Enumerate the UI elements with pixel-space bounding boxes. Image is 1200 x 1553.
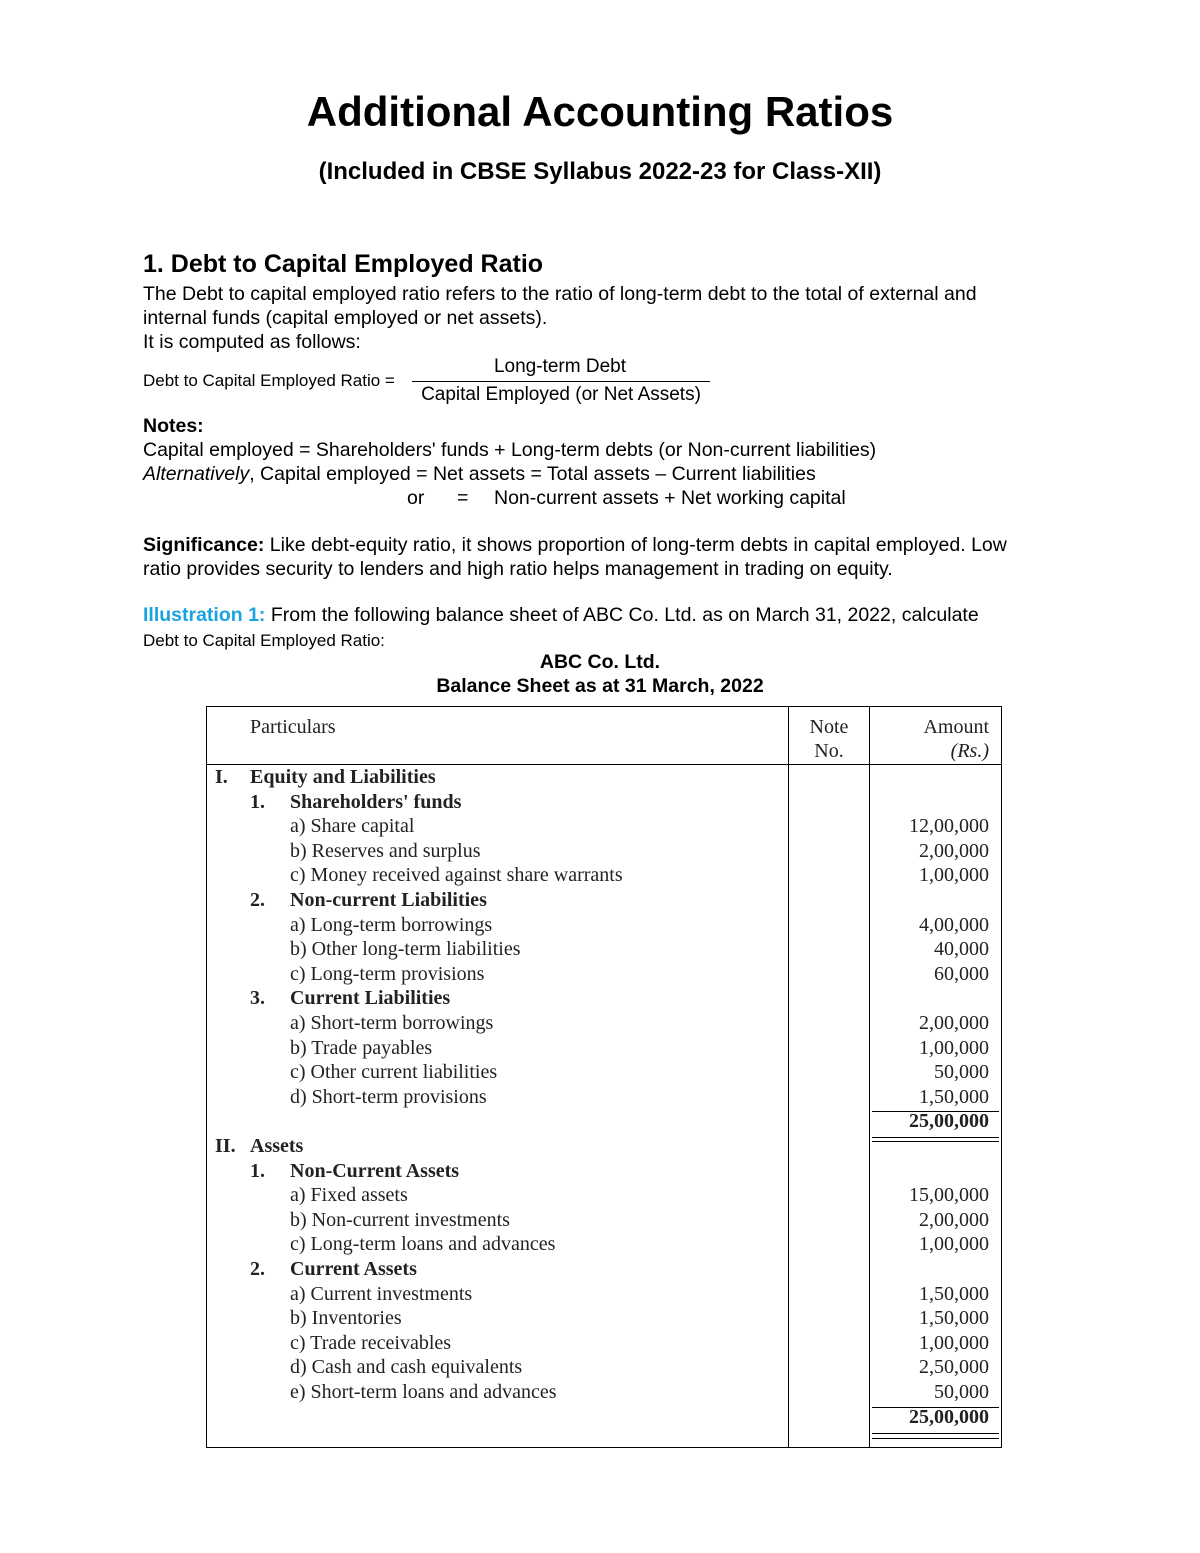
intro-line-3: It is computed as follows:: [143, 331, 361, 353]
intro-line-2: internal funds (capital employed or net assets).: [143, 307, 548, 329]
note-3-equals: =: [457, 487, 469, 509]
note-3-rest: Non-current assets + Net working capital: [494, 487, 846, 509]
total-rule-liabilities-bottom-2: [872, 1141, 999, 1142]
group-number: 3.: [250, 987, 265, 1010]
item-label: a) Short-term borrowings: [290, 1012, 494, 1034]
table-row: [207, 888, 1001, 913]
item-amount: 2,00,000: [919, 1012, 989, 1034]
item-label: b) Inventories: [290, 1307, 402, 1330]
group-label: Non-current Liabilities: [290, 889, 487, 911]
item-amount: 1,00,000: [919, 864, 989, 887]
total-amount: 25,00,000: [909, 1405, 989, 1428]
item-amount: 40,000: [934, 938, 989, 961]
item-label: e) Short-term loans and advances: [290, 1381, 557, 1403]
section-label: Assets: [250, 1135, 304, 1157]
company-name: ABC Co. Ltd.: [539, 651, 661, 673]
significance-text: Like debt-equity ratio, it shows proportion of long-term debts in capital employed. Low: [264, 534, 1007, 556]
item-label: c) Long-term provisions: [290, 962, 485, 985]
group-number: 2.: [250, 1258, 265, 1280]
formula-fraction-bar: [412, 381, 710, 382]
group-number: 1.: [250, 1159, 265, 1182]
table-row: [207, 1331, 1001, 1356]
table-row: [207, 1085, 1001, 1110]
formula-lhs: Debt to Capital Employed Ratio =: [143, 371, 395, 390]
group-label: Shareholders' funds: [290, 790, 462, 813]
significance-line-2: ratio provides security to lenders and high ratio helps management in trading on equity.: [143, 558, 893, 580]
header-note-line-1: Note: [809, 716, 849, 738]
total-row: [207, 1109, 1001, 1134]
item-amount: 1,50,000: [919, 1307, 989, 1330]
note-2: [143, 462, 816, 486]
significance-line-1: [143, 533, 1007, 557]
table-row: [207, 1183, 1001, 1208]
item-label: d) Short-term provisions: [290, 1085, 487, 1108]
table-row: [207, 1380, 1001, 1405]
item-amount: 1,00,000: [919, 1233, 989, 1256]
total-amount: 25,00,000: [909, 1110, 989, 1133]
item-label: b) Other long-term liabilities: [290, 938, 521, 961]
item-label: c) Long-term loans and advances: [290, 1233, 556, 1256]
item-label: c) Money received against share warrants: [290, 864, 623, 887]
group-label: Current Liabilities: [290, 987, 451, 1010]
header-note: [789, 715, 869, 763]
formula-numerator: Long-term Debt: [493, 356, 626, 377]
total-rule-liabilities-top: [872, 1111, 999, 1112]
group-label: Current Assets: [290, 1258, 417, 1280]
note-2-rest: , Capital employed = Net assets = Total assets – Current liabilities: [249, 463, 816, 485]
table-row: [207, 863, 1001, 888]
item-label: d) Cash and cash equivalents: [290, 1356, 523, 1379]
item-label: a) Fixed assets: [290, 1184, 408, 1207]
header-amount-line-1: Amount: [923, 716, 989, 738]
table-row: [207, 1232, 1001, 1257]
item-amount: 1,50,000: [919, 1085, 989, 1108]
page-title: Additional Accounting Ratios: [306, 88, 894, 135]
table-row: [207, 986, 1001, 1011]
item-amount: 12,00,000: [909, 815, 989, 838]
header-amount-line-2: (Rs.): [950, 740, 989, 762]
item-amount: 15,00,000: [909, 1184, 989, 1207]
item-amount: 2,00,000: [919, 839, 989, 862]
item-label: b) Reserves and surplus: [290, 839, 481, 862]
note-2-italic: Alternatively: [143, 463, 250, 485]
table-row: [207, 962, 1001, 987]
table-row: [207, 790, 1001, 815]
item-amount: 1,00,000: [919, 1036, 989, 1059]
item-label: b) Trade payables: [290, 1036, 433, 1059]
item-label: b) Non-current investments: [290, 1208, 510, 1231]
table-row: [207, 1355, 1001, 1380]
total-rule-liabilities-bottom-1: [872, 1137, 999, 1138]
total-row: [207, 1405, 1001, 1430]
table-row: [207, 1036, 1001, 1061]
note-1: Capital employed = Shareholders' funds + Long-term debts (or Non-current liabilities): [143, 439, 877, 461]
group-number: 2.: [250, 889, 265, 911]
item-label: c) Trade receivables: [290, 1331, 452, 1354]
item-amount: 60,000: [934, 962, 989, 985]
illustration-line-1: [143, 603, 979, 627]
illustration-line-2: Debt to Capital Employed Ratio:: [143, 631, 385, 650]
header-note-line-2: No.: [814, 740, 844, 762]
page-subtitle: (Included in CBSE Syllabus 2022-23 for Class-XII): [318, 158, 882, 185]
item-label: a) Long-term borrowings: [290, 913, 493, 936]
total-rule-assets-top: [872, 1407, 999, 1408]
item-amount: 1,50,000: [919, 1282, 989, 1305]
item-amount: 2,00,000: [919, 1208, 989, 1231]
item-amount: 1,00,000: [919, 1331, 989, 1354]
item-label: a) Share capital: [290, 815, 415, 838]
group-label: Non-Current Assets: [290, 1159, 460, 1182]
table-row: [207, 1011, 1001, 1036]
formula-denominator: Capital Employed (or Net Assets): [421, 384, 701, 405]
section-heading: 1. Debt to Capital Employed Ratio: [143, 250, 544, 278]
illustration-text: From the following balance sheet of ABC Co. Ltd. as on March 31, 2022, calculate: [265, 604, 979, 626]
table-row: [207, 913, 1001, 938]
total-rule-assets-bottom-2: [872, 1438, 999, 1439]
table-row: [207, 937, 1001, 962]
table-row: [207, 839, 1001, 864]
table-row: [207, 814, 1001, 839]
item-amount: 2,50,000: [919, 1356, 989, 1379]
item-label: c) Other current liabilities: [290, 1061, 498, 1084]
section-number: II.: [215, 1135, 236, 1157]
balance-sheet-table: [206, 706, 1002, 1448]
item-amount: 50,000: [934, 1381, 989, 1403]
section-label: Equity and Liabilities: [250, 766, 436, 788]
section-number: I.: [215, 766, 228, 788]
table-row: [207, 1257, 1001, 1282]
table-row: [207, 1159, 1001, 1184]
table-row: [207, 1282, 1001, 1307]
intro-line-1: The Debt to capital employed ratio refers to the ratio of long-term debt to the total of external and: [143, 283, 977, 305]
item-amount: 4,00,000: [919, 913, 989, 936]
table-row: [207, 1208, 1001, 1233]
table-row: [207, 765, 1001, 790]
group-number: 1.: [250, 790, 265, 813]
header-particulars: Particulars: [250, 716, 336, 738]
table-row: [207, 1060, 1001, 1085]
significance-label: Significance:: [143, 534, 265, 556]
table-row: [207, 1306, 1001, 1331]
header-amount: [923, 715, 989, 763]
item-amount: 50,000: [934, 1061, 989, 1084]
illustration-label: Illustration 1:: [143, 604, 266, 626]
total-rule-assets-bottom-1: [872, 1433, 999, 1434]
note-3-or: or: [407, 487, 425, 509]
item-label: a) Current investments: [290, 1282, 473, 1305]
balance-sheet-caption: Balance Sheet as at 31 March, 2022: [436, 675, 764, 697]
notes-label: Notes:: [143, 415, 204, 437]
